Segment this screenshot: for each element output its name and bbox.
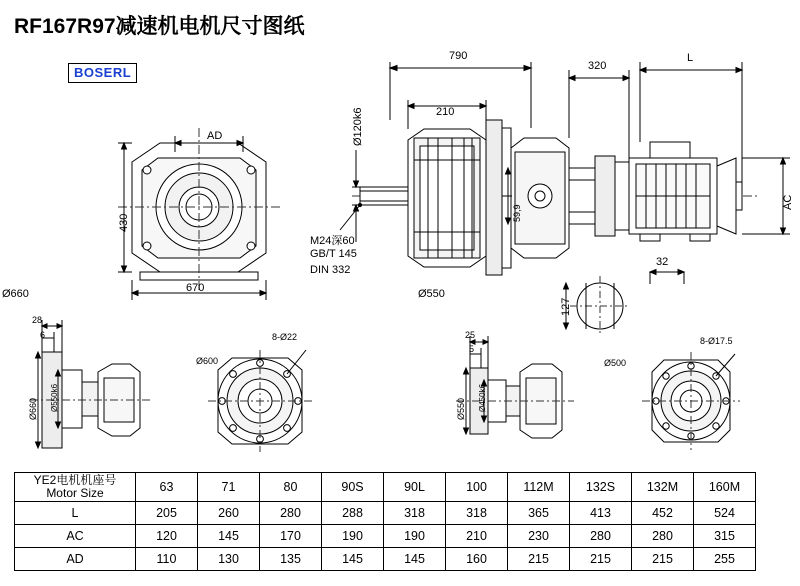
dim-32: 32 — [656, 256, 669, 268]
dim-8x22: 8-Ø22 — [272, 332, 298, 342]
cell-AC-2: 170 — [260, 525, 322, 548]
cell-L-2: 280 — [260, 502, 322, 525]
cell-AD-1: 130 — [198, 548, 260, 571]
cell-L-0: 205 — [136, 502, 198, 525]
dim-670: 670 — [186, 282, 205, 294]
cell-AD-0: 110 — [136, 548, 198, 571]
motor-size-table — [14, 472, 756, 571]
dim-25: 25 — [465, 330, 476, 340]
cell-AC-1: 145 — [198, 525, 260, 548]
motor-size-2: 80 — [260, 473, 322, 502]
dim-28: 28 — [32, 315, 43, 325]
cell-AC-3: 190 — [322, 525, 384, 548]
header-label-en: Motor Size — [46, 486, 104, 500]
header-label-cn: YE2电机机座号 — [33, 473, 117, 487]
cell-L-9: 524 — [694, 502, 756, 525]
dim-L: L — [687, 52, 694, 64]
motor-size-4: 90L — [384, 473, 446, 502]
cell-AC-4: 190 — [384, 525, 446, 548]
dim-450k6: Ø450k6 — [478, 383, 487, 412]
dim-59-9: 59,9 — [512, 204, 522, 222]
table-row — [15, 548, 756, 571]
table-row — [15, 502, 756, 525]
dim-500: Ø500 — [604, 358, 627, 368]
cell-AC-0: 120 — [136, 525, 198, 548]
motor-size-6: 112M — [508, 473, 570, 502]
row-label-L: L — [15, 502, 136, 525]
motor-size-5: 100 — [446, 473, 508, 502]
dim-790: 790 — [449, 50, 468, 62]
cell-L-7: 413 — [570, 502, 632, 525]
dim-320: 320 — [588, 60, 607, 72]
cell-AC-5: 210 — [446, 525, 508, 548]
cell-AD-5: 160 — [446, 548, 508, 571]
cell-AD-4: 145 — [384, 548, 446, 571]
header-label — [15, 473, 136, 502]
row-label-AC: AC — [15, 525, 136, 548]
row-label-AD: AD — [15, 548, 136, 571]
dim-550k6: Ø550k6 — [50, 383, 59, 412]
motor-size-8: 132M — [632, 473, 694, 502]
cell-L-4: 318 — [384, 502, 446, 525]
cell-AC-6: 230 — [508, 525, 570, 548]
standard-din332: DIN 332 — [310, 264, 351, 276]
dim-600: Ø600 — [196, 356, 219, 366]
dim-127: 127 — [560, 297, 572, 316]
cell-L-8: 452 — [632, 502, 694, 525]
cell-AC-8: 280 — [632, 525, 694, 548]
motor-size-7: 132S — [570, 473, 632, 502]
dim-660-callout: Ø660 — [2, 288, 29, 300]
dim-5: 5 — [469, 344, 475, 354]
dim-shaft-diameter: Ø120k6 — [352, 107, 364, 146]
cell-AD-3: 145 — [322, 548, 384, 571]
dim-430: 430 — [118, 213, 130, 232]
dim-AD: AD — [207, 130, 223, 142]
cell-AD-2: 135 — [260, 548, 322, 571]
table-row-header — [15, 473, 756, 502]
dim-550-callout: Ø550 — [418, 288, 445, 300]
motor-size-3: 90S — [322, 473, 384, 502]
dim-210: 210 — [436, 106, 455, 118]
motor-size-9: 160M — [694, 473, 756, 502]
cell-AD-9: 255 — [694, 548, 756, 571]
standard-gbt145: GB/T 145 — [310, 248, 357, 260]
page-title: RF167R97减速机电机尺寸图纸 — [14, 15, 305, 38]
cell-AD-7: 215 — [570, 548, 632, 571]
dim-AC: AC — [782, 194, 794, 210]
cell-L-3: 288 — [322, 502, 384, 525]
table-row — [15, 525, 756, 548]
cell-AD-8: 215 — [632, 548, 694, 571]
dim-660-small: Ø660 — [28, 397, 38, 420]
dim-550-small: Ø550 — [456, 397, 466, 420]
cell-AC-9: 315 — [694, 525, 756, 548]
dim-6: 6 — [40, 330, 46, 340]
cell-L-1: 260 — [198, 502, 260, 525]
cell-L-5: 318 — [446, 502, 508, 525]
thread-spec: M24深60 — [310, 235, 355, 247]
cell-AC-7: 280 — [570, 525, 632, 548]
cell-AD-6: 215 — [508, 548, 570, 571]
motor-size-0: 63 — [136, 473, 198, 502]
brand-logo: BOSERL — [68, 63, 137, 83]
cell-L-6: 365 — [508, 502, 570, 525]
dim-8x175: 8-Ø17.5 — [700, 336, 733, 346]
motor-size-1: 71 — [198, 473, 260, 502]
